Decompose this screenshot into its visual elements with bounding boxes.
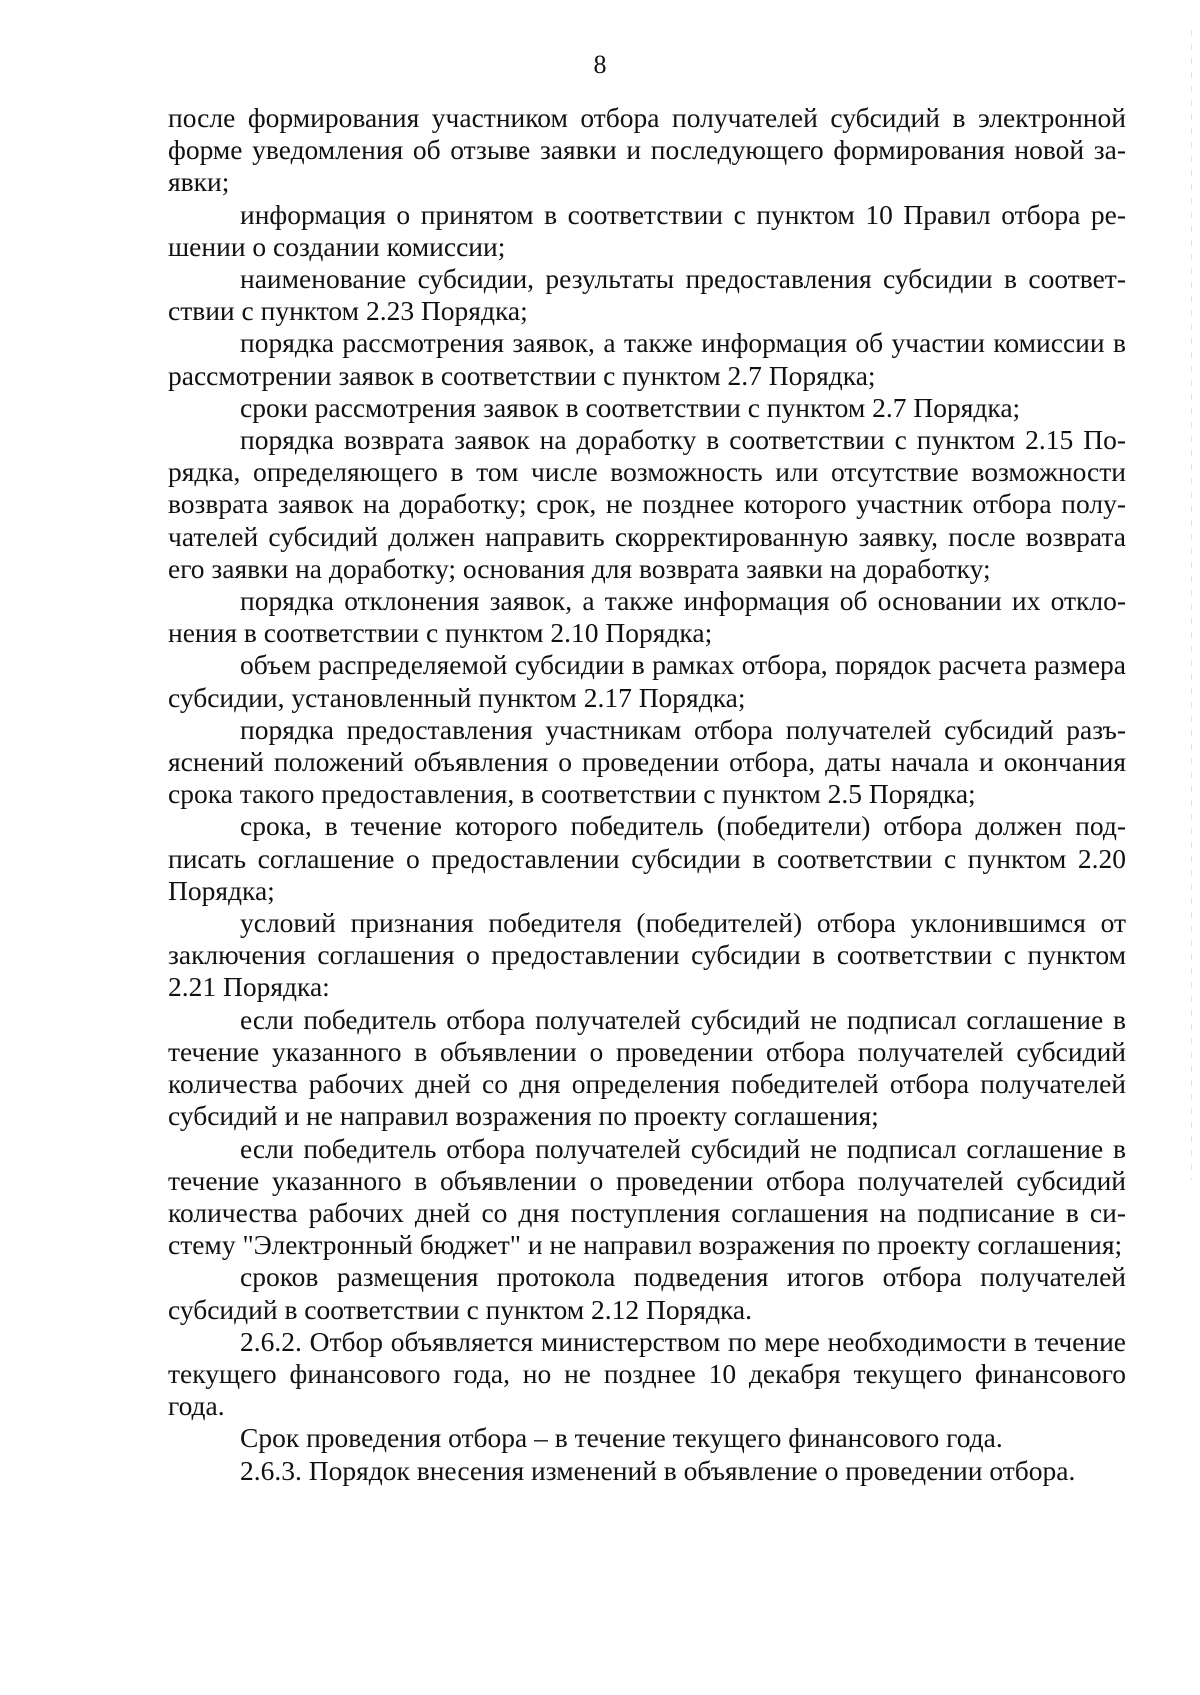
paragraph: наименование субсидии, результаты предоставления субсидии в соответствии с пунктом 2.23 Порядка;	[168, 263, 1126, 327]
paragraph: 2.6.2. Отбор объявляется министерством по мере необходимости в течение текущего финансового года, но не позднее 10 декабря текущего финансового года.	[168, 1325, 1126, 1422]
paragraph: сроков размещения протокола подведения итогов отбора получателей субсидий в соответствии с пунктом 2.12 Порядка.	[168, 1261, 1126, 1325]
paragraph: сроки рассмотрения заявок в соответствии с пунктом 2.7 Порядка;	[240, 391, 1021, 423]
paragraph: если победитель отбора получателей субсидий не подписал соглашение в течение указанного в объявлении о проведении отбора получателей субсидий количества рабочих дней со дня поступления соглашения на подписание в систему "Электронный бюджет" и не направил возражения по проекту соглашения;	[168, 1132, 1126, 1261]
paragraph: порядка возврата заявок на доработку в соответствии с пунктом 2.15 Порядка, определяющего в том числе возможность или отсутствие возможности возврата заявок на доработку; срок, не позднее которого участник отбора получателей субсидий должен направить скорректированную заявку, после возврата его заявки на доработку; основания для возврата заявки на доработку;	[168, 424, 1126, 584]
paragraph: срока, в течение которого победитель (победители) отбора должен подписать соглашение о предоставлении субсидии в соответствии с пунктом 2.20 Порядка;	[168, 810, 1126, 906]
paragraph: порядка отклонения заявок, а также информация об основании их отклонения в соответствии с пунктом 2.10 Порядка;	[168, 585, 1126, 649]
paragraph: если победитель отбора получателей субсидий не подписал соглашение в течение указанного в объявлении о проведении отбора получателей субсидий количества рабочих дней со дня определения победителей отбора получателей субсидий и не направил возражения по проекту соглашения;	[168, 1003, 1126, 1132]
paragraph: объем распределяемой субсидии в рамках отбора, порядок расчета размера субсидии, установленный пунктом 2.17 Порядка;	[168, 649, 1126, 713]
paragraph: информация о принятом в соответствии с пунктом 10 Правил отбора решении о создании комиссии;	[168, 198, 1126, 262]
paragraph: после формирования участником отбора получателей субсидий в электронной форме уведомления об отзыве заявки и последующего формирования новой заявки;	[168, 102, 1126, 198]
paragraph: Срок проведения отбора – в течение текущего финансового года.	[240, 1422, 1003, 1454]
scan-margin-line	[1191, 30, 1192, 1180]
paragraph: условий признания победителя (победителей) отбора уклонившимся от заключения соглашения о предоставлении субсидии в соответствии с пунктом 2.21 Порядка:	[168, 907, 1126, 1003]
page-number: 8	[593, 50, 607, 79]
paragraph: порядка предоставления участникам отбора получателей субсидий разъяснений положений объявления о проведении отбора, даты начала и окончания срока такого предоставления, в соответствии с пунктом 2.5 Порядка;	[168, 713, 1126, 810]
document-body	[168, 102, 1126, 1487]
paragraph: 2.6.3. Порядок внесения изменений в объявление о проведении отбора.	[240, 1454, 1076, 1486]
paragraph: порядка рассмотрения заявок, а также информация об участии комиссии в рассмотрении заявок в соответствии с пунктом 2.7 Порядка;	[168, 327, 1126, 391]
